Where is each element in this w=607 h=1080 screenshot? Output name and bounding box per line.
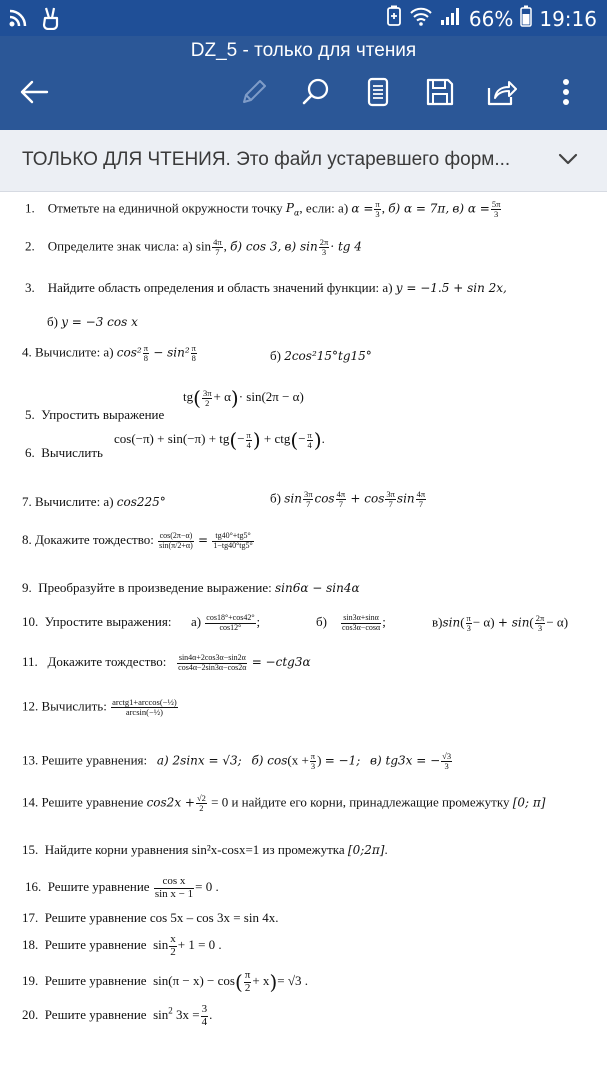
problem-3b: б) y = −3 cos x xyxy=(47,314,138,329)
problem-13: 13. Решите уравнения: а) 2sinx = √3; б) cos(x + $\frac{\pi}{3}$ ) = −1; в) tg3x = − $\frac{√3}{3}$ xyxy=(22,751,452,771)
app-toolbar xyxy=(0,36,607,130)
problem-15: 15. Найдите корни уравнения sin²x-cosx=1 из промежутка [0;2π]. xyxy=(22,842,388,857)
back-arrow-icon[interactable] xyxy=(16,74,52,110)
chevron-down-icon[interactable] xyxy=(557,148,579,174)
problem-4: 4. Вычислите: а) cos² $\frac{\pi}{8}$ − sin² $\frac{\pi}{8}$ xyxy=(22,343,196,363)
mobile-view-icon[interactable] xyxy=(360,74,396,110)
problem-7b: б) sin $\frac{3\pi}{7}$ cos $\frac{4\pi}{7}$ + cos $\frac{3\pi}{7}$ sin $\frac{4\pi}{7}$ xyxy=(270,489,426,509)
problem-7: 7. Вычислите: а) cos225° xyxy=(22,494,166,509)
share-icon[interactable] xyxy=(484,74,520,110)
problem-14: 14. Решите уравнение cos2x + $\frac{√2}{2}$ = 0 и найдите его корни, принадлежащие промежутку [0; π] xyxy=(22,793,546,813)
document-title: DZ_5 - только для чтения xyxy=(190,40,417,61)
problem-6: 6. Вычислить xyxy=(25,445,103,460)
read-only-banner[interactable] xyxy=(0,130,607,192)
pen-icon[interactable] xyxy=(236,74,272,110)
save-icon[interactable] xyxy=(422,74,458,110)
problem-20: 20. Решите уравнение $\sin^2 3x$ = $\frac{3}{4}$ . xyxy=(22,1003,213,1028)
battery-icon xyxy=(520,5,532,32)
problem-5-expr: tg( $\frac{3\pi}{2}$ + α)· sin(2π − α) xyxy=(183,386,304,410)
banner-text: ТОЛЬКО ДЛЯ ЧТЕНИЯ. Это файл устаревшего форм... xyxy=(22,149,511,170)
more-vertical-icon[interactable] xyxy=(548,74,584,110)
battery-percent: 66% xyxy=(468,6,514,31)
problem-2: 2. Определите знак числа: а) sin $\frac{4\pi}{7}$ , б) cos 3, в) sin $\frac{2\pi}{3}$ · tg 4 xyxy=(25,237,362,257)
problem-8: 8. Докажите тождество: $\frac{\cos(2\pi-\alpha)}{\sin(\pi/2+\alpha)}$ = $\frac{tg40^\circ+tg5^\circ}{1-tg40^\circ tg5^\circ}$ xyxy=(22,531,253,550)
peace-hand-icon xyxy=(40,6,62,34)
problem-18: 18. Решите уравнение sin $\frac{x}{2}$ + 1 = 0 . xyxy=(22,933,222,958)
problem-1: 1. Отметьте на единичной окружности точку $P_\alpha$, если: а) α = $\frac{\pi}{3}$ , б) α = 7π, в) α = $\frac{5\pi}{3}$ xyxy=(25,199,501,219)
rss-icon xyxy=(8,8,28,32)
signal-icon xyxy=(440,6,462,31)
problem-4b: б) 2cos²15°tg15° xyxy=(270,348,372,363)
problem-6-expr: cos(−π) + sin(−π) + tg(− $\frac{\pi}{4}$ ) + ctg(− $\frac{\pi}{4}$ ). xyxy=(114,428,325,452)
status-bar xyxy=(0,0,607,36)
document-page xyxy=(0,192,607,1080)
problem-5: 5. Упростить выражение xyxy=(25,407,165,422)
clock: 19:16 xyxy=(539,6,597,31)
problem-11: 11. Докажите тождество: $\frac{\sin 4\alpha+2\cos 3\alpha-\sin 2\alpha}{\cos 4\alpha-2\sin 3\alpha-\cos 2\alpha}$ = −ctg3α xyxy=(22,653,311,672)
problem-3: 3. Найдите область определения и область значений функции: а) y = −1.5 + sin 2x, xyxy=(25,280,507,295)
problem-17: 17. Решите уравнение cos 5x – cos 3x = sin 4x. xyxy=(22,910,279,925)
search-icon[interactable] xyxy=(298,74,334,110)
problem-19: 19. Решите уравнение sin(π − x) − cos( $\frac{\pi}{2}$ + x)= √3 . xyxy=(22,969,308,995)
problem-10: 10. Упростите выражения: а) $\frac{\cos 18^\circ+\cos 42^\circ}{\cos 12^\circ}$ ; xyxy=(22,613,261,632)
problem-12: 12. Вычислить: $\frac{\text{arctg1+arccos(−½)}}{\text{arcsin(−½)}}$ xyxy=(22,697,177,717)
wifi-icon xyxy=(409,6,433,31)
problem-10c: в)sin( $\frac{\pi}{3}$ − α) + sin( $\frac{2\pi}{3}$ − α) xyxy=(432,613,569,633)
problem-9: 9. Преобразуйте в произведение выражение: sin6α − sin4α xyxy=(22,580,360,595)
battery-saver-icon xyxy=(386,5,402,32)
problem-16: 16. Решите уравнение $\frac{\text{cos x}}{\text{sin x − 1}}$ = 0 . xyxy=(25,875,219,900)
problem-10b: б) $\frac{\sin 3\alpha+\sin\alpha}{\cos 3\alpha-\cos\alpha}$ ; xyxy=(316,613,386,632)
